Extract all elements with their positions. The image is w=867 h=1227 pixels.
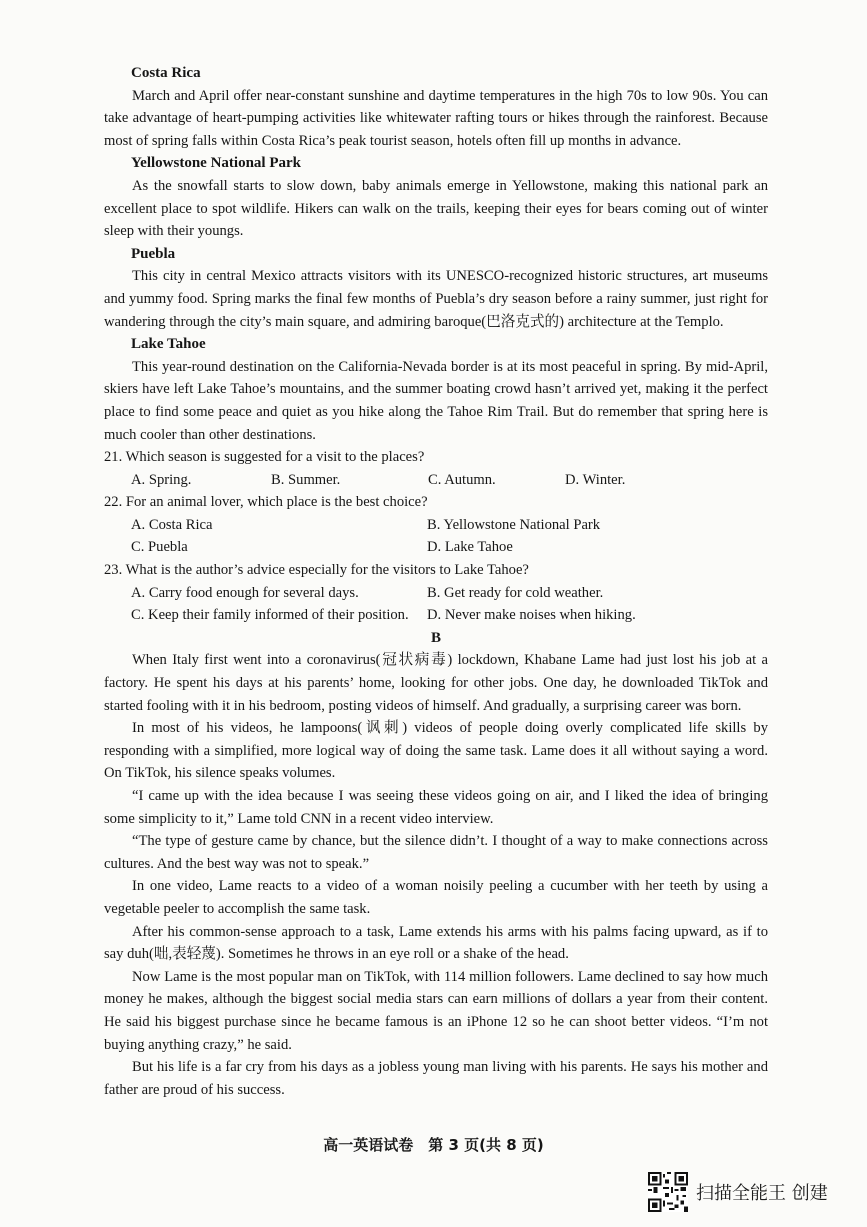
section-text: This year-round destination on the California-Nevada border is at its most peaceful in spring. By mid-April, skiers have left Lake Tahoe’s mountains, and the summer boating crowd hasn’t arrived yet, making it the perfect place to find some peace and quiet as you hike along the Tahoe Rim Trail. But do remember that spring here is much cooler than other destinations. — [104, 358, 768, 443]
section-heading: Yellowstone National Park — [131, 155, 301, 172]
question-22 — [104, 491, 768, 559]
question-21 — [104, 446, 768, 491]
page-footer: 高一英语试卷 第 3 页(共 8 页) — [323, 1136, 544, 1154]
question-stem: 21. Which season is suggested for a visit to the places? — [104, 449, 425, 466]
question-stem: 22. For an animal lover, which place is the best choice? — [104, 494, 428, 511]
option-a: A. Costa Rica — [131, 516, 213, 533]
question-23 — [104, 559, 768, 627]
paragraph: After his common-sense approach to a task, Lame extends his arms with his palms facing upward, as if to say duh(咄,表轻蔑). Sometimes he throws in an eye roll or a shake of the head. — [104, 923, 768, 963]
qr-code-icon — [648, 1172, 688, 1212]
option-c: C. Keep their family informed of their position. — [131, 607, 409, 624]
option-b: B. Yellowstone National Park — [427, 516, 601, 533]
paragraph: In most of his videos, he lampoons(讽刺) videos of people doing overly complicated life skills by responding with a simplified, more logical way of doing the same task. Lame does it all without saying a word. On TikTok, his silence speaks volumes. — [104, 720, 768, 782]
page-content — [104, 62, 768, 1101]
watermark-text: 扫描全能王 创建 — [696, 1183, 828, 1204]
scanner-watermark — [648, 1172, 828, 1212]
option-list — [131, 469, 768, 492]
option-list — [131, 582, 768, 627]
section-text: As the snowfall starts to slow down, baby animals emerge in Yellowstone, making this national park an excellent place to spot wildlife. Hikers can walk on the trails, keeping their eyes for bears coming out of winter sleep with their youngs. — [104, 177, 768, 240]
option-a: A. Spring. — [131, 471, 192, 488]
section-heading: Lake Tahoe — [131, 336, 206, 353]
passage-label: B — [430, 629, 441, 646]
section-puebla — [104, 243, 768, 333]
paragraph: “I came up with the idea because I was seeing these videos going on air, and I liked the idea of bringing some simplicity to it,” Lame told CNN in a recent video interview. — [104, 788, 768, 827]
option-d: D. Lake Tahoe — [427, 539, 513, 556]
paragraph: “The type of gesture came by chance, but the silence didn’t. I thought of a way to make connections across cultures. And the best way was not to speak.” — [104, 833, 768, 872]
question-stem: 23. What is the author’s advice especially for the visitors to Lake Tahoe? — [104, 562, 529, 579]
paragraph: But his life is a far cry from his days as a jobless young man living with his parents. He says his mother and father are proud of his success. — [104, 1059, 768, 1098]
paragraph: In one video, Lame reacts to a video of a woman noisily peeling a cucumber with her teeth by using a vegetable peeler to accomplish the same task. — [104, 878, 768, 917]
section-costa-rica — [104, 62, 768, 152]
paragraph: When Italy first went into a coronavirus(冠状病毒) lockdown, Khabane Lame had just lost his job at a factory. He spent his days at his parents’ home, looking for other jobs. One day, he downloaded TikTok and started fooling with it in his bedroom, posting videos of himself. And gradually, a surprising career was born. — [104, 652, 768, 714]
option-d: D. Never make noises when hiking. — [427, 607, 636, 624]
section-text: This city in central Mexico attracts visitors with its UNESCO-recognized historic structures, art museums and yummy food. Spring marks the final few months of Puebla’s dry season before a rainy summer, just right for wandering through the city’s main square, and admiring baroque(巴洛克式的) architecture at the Templo. — [104, 268, 768, 330]
section-lake-tahoe — [104, 333, 768, 446]
section-heading: Puebla — [131, 245, 176, 262]
option-c: C. Autumn. — [428, 471, 496, 488]
section-text: March and April offer near-constant sunshine and daytime temperatures in the high 70s to low 90s. You can take advantage of heart-pumping activities like whitewater rafting tours or hikes through the rainforest. Because most of spring falls within Costa Rica’s peak tourist season, hotels often fill up months in advance. — [104, 87, 768, 149]
paragraph: Now Lame is the most popular man on TikTok, with 114 million followers. Lame declined to say how much money he makes, although the biggest social media stars can earn millions of dollars a year from their content. He said his biggest purchase since he became famous is an iPhone 12 so he can shoot better videos. “I’m not buying anything crazy,” he said. — [104, 968, 768, 1053]
passage-a — [104, 62, 768, 446]
option-d: D. Winter. — [565, 471, 626, 488]
option-list — [131, 514, 768, 559]
option-a: A. Carry food enough for several days. — [131, 584, 359, 601]
option-c: C. Puebla — [131, 539, 188, 556]
passage-b — [104, 627, 768, 1101]
section-heading: Costa Rica — [131, 65, 201, 81]
option-b: B. Summer. — [271, 471, 341, 488]
section-yellowstone — [104, 152, 768, 242]
option-b: B. Get ready for cold weather. — [427, 584, 604, 601]
